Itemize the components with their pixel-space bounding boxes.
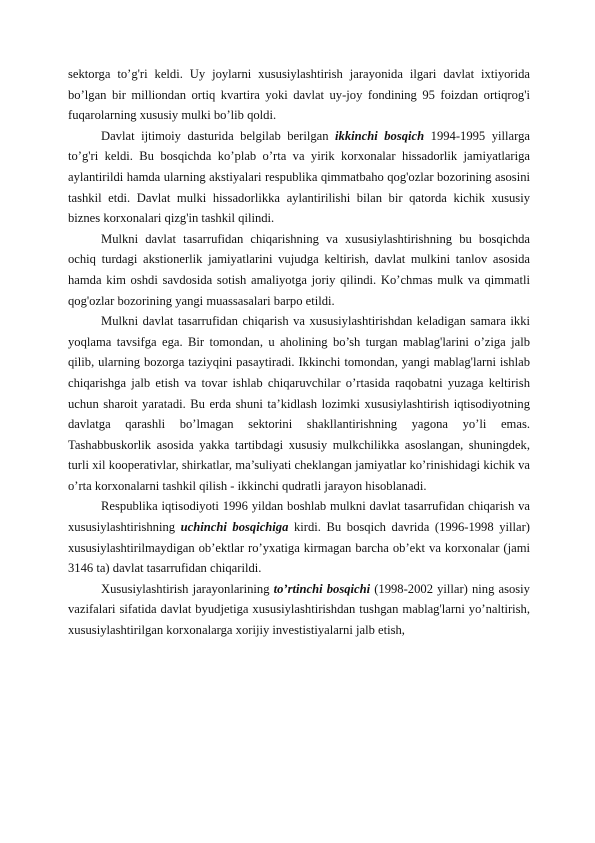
paragraph-6-text-a: Xususiylashtirish jarayonlarining [101,581,274,596]
document-page [68,64,530,641]
phase-four-term: to’rtinchi bosqichi [273,581,371,596]
paragraph-5-text-a: Respublika iqtisodiyoti 1996 yildan boshlab mulkni davlat tasarrufidan chiqarish va xususiylashtirishning [68,499,530,535]
paragraph-3 [68,229,530,311]
paragraph-6 [68,579,530,641]
paragraph-1-text: sektorga to’g'ri keldi. Uy joylarni xususiylashtirish jarayonida ilgari davlat ixtiyorida bo’lgan bir milliondan ortiq kvartira yoki davlat uy-joy fondining 95 foizdan ortiqrog'i fuqarolarning xususiy mulki bo’lib qoldi. [68,67,530,123]
phase-two-term: ikkinchi bosqich [335,128,425,143]
paragraph-5 [68,496,530,578]
paragraph-6-text-b: (1998-2002 yillar) ning asosiy vazifalari sifatida davlat byudjetiga xususiylashtirishdan tushgan mablag'larni yo’naltirish, xususiylashtirilgan korxonalarga xorijiy investistiyalarni jalb etish, [68,581,530,638]
phase-three-term: uchinchi bosqichiga [180,520,289,535]
paragraph-3-text: Mulkni davlat tasarrufidan chiqarishning va xususiylashtirishning bu bosqichda ochiq turdagi akstionerlik jamiyatlarini vujudga keltirish, davlat mulkini tanlov asosida hamda kim oshdi savdosida sotish amaliyotga joriy qilindi. Ko’chmas mulk va qimmatli qog'ozlar bozorining yangi muassasalari barpo etildi. [68,231,530,308]
paragraph-1 [68,64,530,126]
paragraph-5-text-b: kirdi. Bu bosqich davrida (1996-1998 yillar) xususiylashtirilmaydigan ob’ektlar ro’yxatiga kirmagan barcha ob’ekt va korxonalar (jami 3146 ta) davlat tasarrufidan chiqarildi. [68,520,531,576]
paragraph-2-text-b: 1994-1995 yillarga to’g'ri keldi. Bu bosqichda ko’plab o’rta va yirik korxonalar hissadorlik jamiyatlariga aylantirildi hamda ularning akstiyalari respublika qimmatbaho qog'ozlar bozorining asosini tashkil etdi. Davlat mulki hissadorlikka aylantirilishi bilan bir qatorda kichik xususiy biznes korxonalari qizg'in tashkil qilindi. [68,128,530,226]
paragraph-4-text: Mulkni davlat tasarrufidan chiqarish va xususiylashtirishdan keladigan samara ikki yoqlama tavsifga ega. Bir tomondan, u aholining bo’sh turgan mablag'larini o’ziga jalb qilib, ularning bozorga taziyqini pasaytiradi. Ikkinchi tomondan, yangi mablag'larni ishlab chiqarishga jalb etish va tovar ishlab chiqaruvchilar o’rtasida raqobatni yuzaga keltirish uchun sharoit yaratadi. Bu erda shuni ta’kidlash lozimki xususiylashtirish iqtisodiyotning davlatga qarashli bo’lmagan sektorini shakllantirishning yagona yo’li emas. Tashabbuskorlik asosida yakka tartibdagi xususiy mulkchilikka asoslangan, shuningdek, turli xil kooperativlar, shirkatlar, ma’suliyati cheklangan jamiyatlar ko’rinishidagi kichik va o’rta korxonalarni tashkil qilish - ikkinchi qudratli jarayon hisoblanadi. [68,314,530,493]
paragraph-4 [68,311,530,496]
paragraph-2-text-a: Davlat ijtimoiy dasturida belgilab berilgan [101,128,336,143]
paragraph-2 [68,126,530,229]
